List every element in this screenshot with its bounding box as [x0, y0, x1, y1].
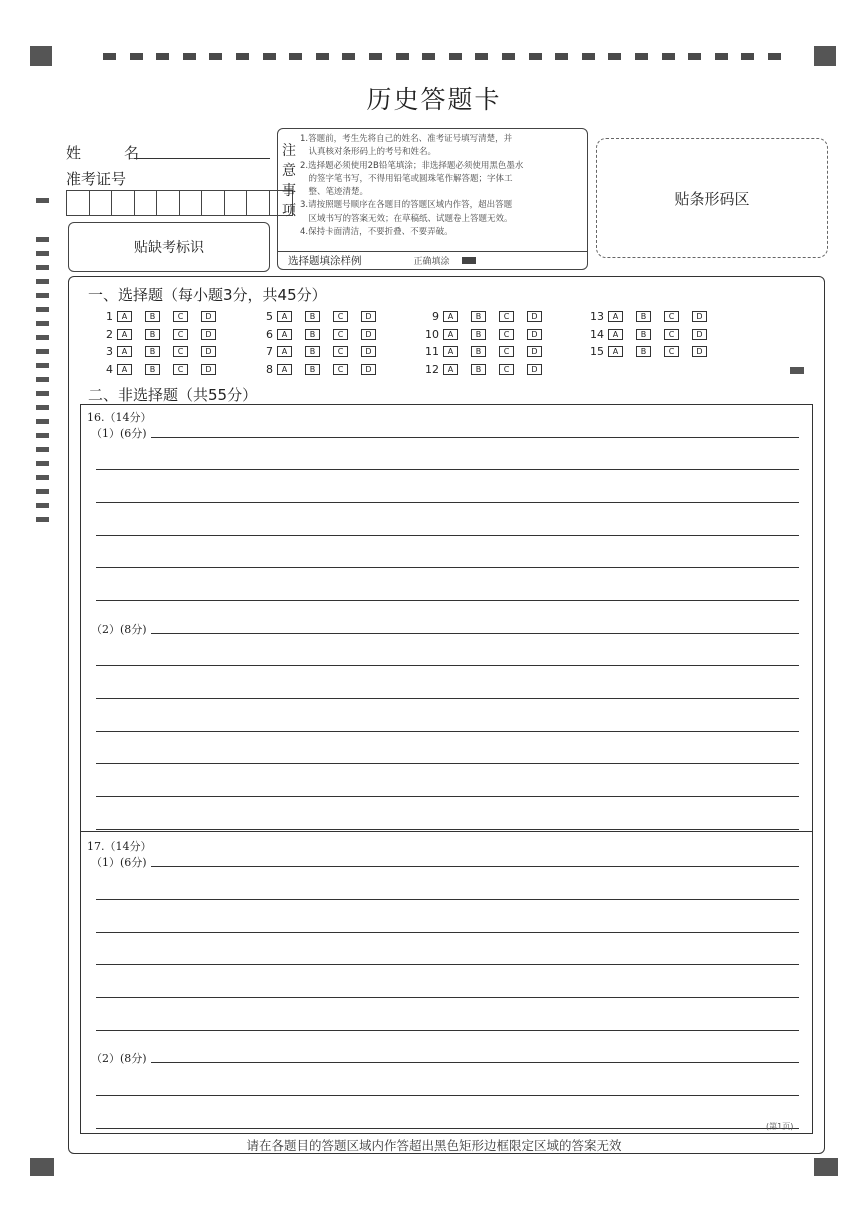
- answer-bubble[interactable]: B: [305, 364, 320, 375]
- question-number: 1: [106, 310, 113, 324]
- timing-mark: [36, 433, 49, 438]
- mc-question-row: [257, 308, 389, 326]
- answer-bubble[interactable]: D: [527, 311, 542, 322]
- notice-item: 4.保持卡面清洁，不要折叠、不要弄破。: [300, 227, 453, 238]
- writing-line[interactable]: [96, 698, 799, 699]
- section1-title: 一、选择题（每小题3分，共45分）: [88, 286, 327, 304]
- answer-bubble[interactable]: C: [173, 311, 188, 322]
- timing-mark: [608, 53, 621, 60]
- exam-id-label: 准考证号: [66, 170, 127, 188]
- writing-line[interactable]: [96, 567, 799, 568]
- writing-line[interactable]: [151, 1062, 799, 1063]
- timing-mark: [36, 419, 49, 424]
- answer-bubble[interactable]: A: [117, 346, 132, 357]
- q16-answer-area[interactable]: [80, 404, 813, 832]
- question-number: 5: [266, 310, 273, 324]
- mc-question-row: [588, 343, 720, 361]
- timing-mark: [449, 53, 462, 60]
- question-number: 15: [590, 345, 604, 359]
- writing-line[interactable]: [96, 535, 799, 536]
- writing-line[interactable]: [96, 731, 799, 732]
- notice-item: 整、笔迹清楚。: [300, 187, 369, 198]
- answer-bubble[interactable]: B: [145, 346, 160, 357]
- answer-bubble[interactable]: A: [443, 311, 458, 322]
- corner-mark-bl: [30, 1158, 54, 1176]
- answer-bubble[interactable]: D: [361, 311, 376, 322]
- timing-mark: [396, 53, 409, 60]
- question-number: 12: [425, 362, 439, 376]
- answer-bubble[interactable]: C: [664, 329, 679, 340]
- notice-item: 1.答题前，考生先将自己的姓名、准考证号填写清楚，并: [300, 134, 513, 144]
- answer-bubble[interactable]: C: [499, 346, 514, 357]
- answer-bubble[interactable]: A: [608, 329, 623, 340]
- page-title: 历史答题卡: [366, 85, 502, 114]
- timing-mark: [36, 475, 49, 480]
- timing-mark: [36, 251, 49, 256]
- timing-mark: [688, 53, 701, 60]
- writing-line[interactable]: [96, 665, 799, 666]
- answer-bubble[interactable]: D: [527, 329, 542, 340]
- name-field[interactable]: [134, 158, 270, 159]
- timing-mark: [130, 53, 143, 60]
- timing-mark: [635, 53, 648, 60]
- timing-mark: [555, 53, 568, 60]
- answer-bubble[interactable]: C: [173, 346, 188, 357]
- answer-bubble[interactable]: A: [443, 346, 458, 357]
- writing-line[interactable]: [96, 964, 799, 965]
- corner-mark-tl: [30, 46, 52, 66]
- q17-part2-label: （2）(8分): [91, 1052, 147, 1065]
- q17-label: 17.（14分）: [87, 840, 152, 853]
- answer-bubble[interactable]: C: [499, 329, 514, 340]
- timing-mark: [422, 53, 435, 60]
- footer-warning: 请在各题目的答题区域内作答超出黑色矩形边框限定区域的答案无效: [246, 1138, 622, 1153]
- timing-mark: [715, 53, 728, 60]
- mc-column: [97, 308, 229, 378]
- timing-mark: [36, 363, 49, 368]
- timing-mark: [36, 377, 49, 382]
- answer-bubble[interactable]: B: [636, 346, 651, 357]
- answer-bubble[interactable]: A: [443, 364, 458, 375]
- answer-bubble[interactable]: A: [608, 311, 623, 322]
- question-number: 11: [425, 345, 439, 359]
- answer-bubble[interactable]: C: [499, 364, 514, 375]
- timing-mark: [36, 335, 49, 340]
- page-indicator: (第1页): [766, 1122, 794, 1131]
- absent-label: 贴缺考标识: [134, 240, 204, 256]
- fill-example: [278, 251, 587, 269]
- writing-line[interactable]: [96, 502, 799, 503]
- question-number: 2: [106, 327, 113, 341]
- notice-heading: 注意事项: [282, 143, 296, 219]
- notice-list: [300, 133, 583, 239]
- timing-mark: [342, 53, 355, 60]
- notice-item: 的签字笔书写，不得用铅笔或圆珠笔作解答题；字体工: [300, 173, 513, 184]
- timing-mark: [36, 321, 49, 326]
- writing-line[interactable]: [96, 796, 799, 797]
- mc-question-row: [257, 326, 389, 344]
- barcode-area: [596, 138, 828, 258]
- answer-bubble[interactable]: D: [361, 364, 376, 375]
- mc-question-row: [97, 343, 229, 361]
- mc-question-row: [257, 361, 389, 379]
- correct-fill-label: 正确填涂: [413, 257, 450, 267]
- timing-mark: [36, 307, 49, 312]
- answer-bubble[interactable]: A: [277, 329, 292, 340]
- timing-mark: [36, 349, 49, 354]
- question-number: 13: [590, 310, 604, 324]
- notice-item: 2.选择题必须使用2B铅笔填涂；非选择题必须使用黑色墨水: [300, 160, 524, 171]
- question-number: 14: [590, 327, 604, 341]
- answer-bubble[interactable]: D: [361, 329, 376, 340]
- mc-column: [588, 308, 720, 361]
- timing-mark: [156, 53, 169, 60]
- notice-item: 认真核对条形码上的考号和姓名。: [300, 147, 437, 158]
- answer-bubble[interactable]: B: [471, 346, 486, 357]
- answer-bubble[interactable]: C: [333, 346, 348, 357]
- timing-mark: [36, 198, 49, 203]
- timing-mark: [36, 391, 49, 396]
- q16-part1-label: （1）(6分): [91, 427, 147, 440]
- writing-line[interactable]: [96, 899, 799, 900]
- fill-example-label: 选择题填涂样例: [288, 255, 362, 267]
- writing-line[interactable]: [151, 633, 799, 634]
- answer-bubble[interactable]: C: [664, 311, 679, 322]
- answer-bubble[interactable]: A: [117, 329, 132, 340]
- answer-bubble[interactable]: B: [471, 311, 486, 322]
- answer-bubble[interactable]: D: [527, 364, 542, 375]
- answer-bubble[interactable]: C: [333, 329, 348, 340]
- filled-example-box: [462, 257, 476, 264]
- question-number: 4: [106, 362, 113, 376]
- timing-mark: [475, 53, 488, 60]
- answer-bubble[interactable]: B: [145, 329, 160, 340]
- notice-box: [277, 128, 588, 270]
- mc-question-row: [423, 326, 555, 344]
- answer-bubble[interactable]: A: [117, 364, 132, 375]
- answer-bubble[interactable]: D: [201, 364, 216, 375]
- writing-line[interactable]: [96, 1095, 799, 1096]
- section-mark: [790, 367, 804, 374]
- q17-part1-label: （1）(6分): [91, 856, 147, 869]
- timing-mark: [36, 237, 49, 242]
- answer-bubble[interactable]: D: [692, 346, 707, 357]
- answer-bubble[interactable]: B: [305, 329, 320, 340]
- answer-bubble[interactable]: B: [145, 364, 160, 375]
- q16-label: 16.（14分）: [87, 411, 152, 424]
- corner-mark-tr: [814, 46, 836, 66]
- writing-line[interactable]: [96, 932, 799, 933]
- answer-bubble[interactable]: B: [636, 329, 651, 340]
- notice-item: 3.请按照题号顺序在各题目的答题区域内作答，超出答题: [300, 200, 513, 211]
- answer-bubble[interactable]: D: [692, 311, 707, 322]
- mc-question-row: [97, 308, 229, 326]
- mc-column: [257, 308, 389, 378]
- question-number: 9: [432, 310, 439, 324]
- timing-mark: [209, 53, 222, 60]
- timing-mark: [316, 53, 329, 60]
- answer-bubble[interactable]: B: [471, 364, 486, 375]
- writing-line[interactable]: [96, 763, 799, 764]
- mc-question-row: [588, 308, 720, 326]
- barcode-label: 贴条形码区: [674, 189, 750, 208]
- timing-mark: [36, 461, 49, 466]
- answer-bubble[interactable]: C: [173, 329, 188, 340]
- mc-question-row: [423, 343, 555, 361]
- answer-bubble[interactable]: B: [305, 311, 320, 322]
- answer-bubble[interactable]: B: [636, 311, 651, 322]
- section2-title: 二、非选择题（共55分）: [88, 386, 258, 404]
- answer-bubble[interactable]: B: [145, 311, 160, 322]
- timing-mark: [741, 53, 754, 60]
- answer-bubble[interactable]: D: [201, 346, 216, 357]
- answer-bubble[interactable]: A: [277, 364, 292, 375]
- mc-question-row: [97, 361, 229, 379]
- timing-mark: [103, 53, 116, 60]
- question-number: 3: [106, 345, 113, 359]
- answer-bubble[interactable]: A: [277, 311, 292, 322]
- timing-mark: [236, 53, 249, 60]
- q17-answer-area[interactable]: [80, 832, 813, 1134]
- timing-mark: [36, 279, 49, 284]
- notice-item: 区域书写的答案无效；在草稿纸、试题卷上答题无效。: [300, 213, 513, 224]
- answer-bubble[interactable]: D: [527, 346, 542, 357]
- corner-mark-br: [814, 1158, 838, 1176]
- answer-bubble[interactable]: A: [443, 329, 458, 340]
- answer-bubble[interactable]: B: [305, 346, 320, 357]
- answer-bubble[interactable]: D: [201, 329, 216, 340]
- answer-bubble[interactable]: D: [361, 346, 376, 357]
- timing-mark: [183, 53, 196, 60]
- answer-bubble[interactable]: C: [173, 364, 188, 375]
- question-number: 6: [266, 327, 273, 341]
- timing-mark: [36, 265, 49, 270]
- timing-mark: [768, 53, 781, 60]
- answer-bubble[interactable]: A: [117, 311, 132, 322]
- answer-bubble[interactable]: A: [277, 346, 292, 357]
- name-label: 姓 名: [66, 144, 154, 162]
- timing-mark: [36, 293, 49, 298]
- question-number: 7: [266, 345, 273, 359]
- absent-sticker-area: [68, 222, 270, 272]
- question-number: 10: [425, 327, 439, 341]
- question-number: 8: [266, 362, 273, 376]
- mc-question-row: [423, 361, 555, 379]
- mc-question-row: [257, 343, 389, 361]
- timing-mark: [36, 517, 49, 522]
- writing-line[interactable]: [96, 469, 799, 470]
- timing-mark: [369, 53, 382, 60]
- answer-bubble[interactable]: D: [201, 311, 216, 322]
- timing-mark: [529, 53, 542, 60]
- timing-mark: [289, 53, 302, 60]
- timing-mark: [36, 503, 49, 508]
- writing-line[interactable]: [96, 1030, 799, 1031]
- writing-line[interactable]: [96, 600, 799, 601]
- timing-mark: [662, 53, 675, 60]
- timing-mark: [36, 405, 49, 410]
- mc-question-row: [588, 326, 720, 344]
- timing-mark: [582, 53, 595, 60]
- answer-bubble[interactable]: A: [608, 346, 623, 357]
- writing-line[interactable]: [96, 1128, 799, 1129]
- mc-question-row: [423, 308, 555, 326]
- answer-bubble[interactable]: B: [471, 329, 486, 340]
- exam-id-boxes[interactable]: [66, 190, 293, 216]
- answer-bubble[interactable]: C: [664, 346, 679, 357]
- answer-bubble[interactable]: C: [333, 311, 348, 322]
- answer-bubble[interactable]: C: [499, 311, 514, 322]
- timing-mark: [36, 447, 49, 452]
- mc-column: [423, 308, 555, 378]
- timing-mark: [36, 489, 49, 494]
- q16-part2-label: （2）(8分): [91, 623, 147, 636]
- writing-line[interactable]: [151, 437, 799, 438]
- writing-line[interactable]: [96, 829, 799, 830]
- writing-line[interactable]: [96, 997, 799, 998]
- writing-line[interactable]: [151, 866, 799, 867]
- answer-bubble[interactable]: C: [333, 364, 348, 375]
- mc-question-row: [97, 326, 229, 344]
- timing-mark: [502, 53, 515, 60]
- answer-bubble[interactable]: D: [692, 329, 707, 340]
- timing-mark: [263, 53, 276, 60]
